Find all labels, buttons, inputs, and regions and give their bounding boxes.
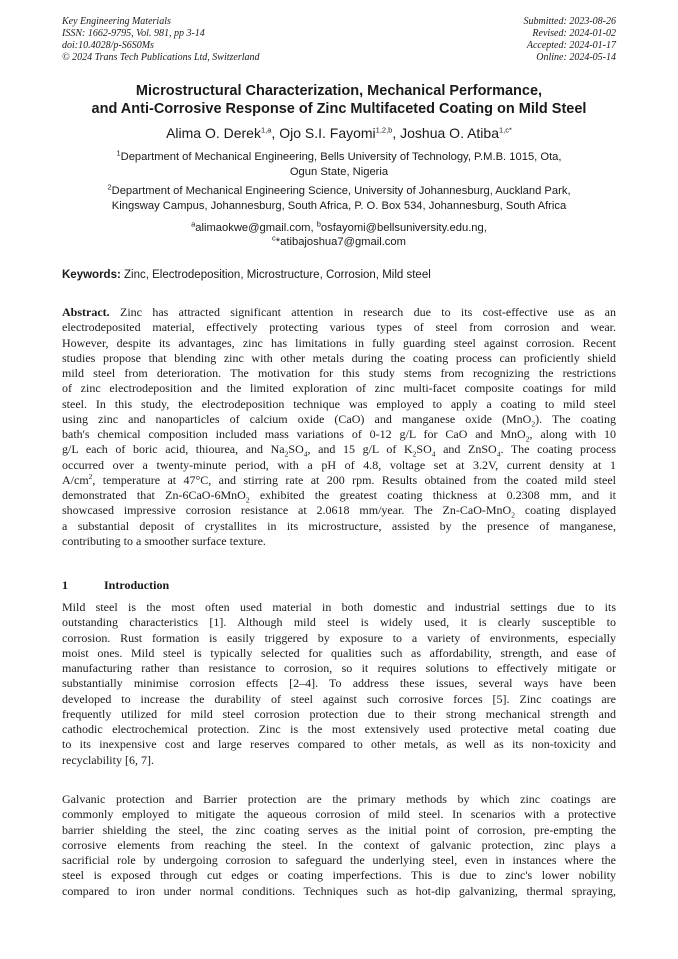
keywords-text: Zinc, Electrodeposition, Microstructure, Corrosion, Mild steel bbox=[120, 269, 431, 281]
email-link[interactable]: osfayomi@bellsuniversity.edu.ng, bbox=[320, 222, 487, 234]
author-affiliation-marker: 1,a bbox=[260, 125, 272, 135]
abstract-line: mild steel from deterioration. The motivation for this study stems from recognizing the restrictions bbox=[62, 366, 616, 380]
affiliation-2 bbox=[62, 184, 616, 214]
paragraph-line: frequently utilized for mild steel corrosion protection due to their strong mechanical strength and bbox=[62, 706, 616, 721]
abstract-line: of zinc electrodeposition and the limited exploration of zinc multi-facet composite coatings for mild bbox=[62, 381, 616, 396]
revised-date: Revised: 2024-01-02 bbox=[532, 28, 616, 39]
paragraph-line: corrosion. Rust formation is easily triggered by exposure to a variety of environments, especially bbox=[62, 630, 616, 645]
affiliation-marker: 2 bbox=[107, 182, 112, 192]
journal-name: Key Engineering Materials bbox=[62, 16, 171, 27]
abstract-line: contributing to a smoother surface texture. bbox=[62, 533, 266, 548]
paragraph-line: moist ones. Mild steel is typically selected for qualities such as affordability, strength, and ease of bbox=[62, 645, 616, 660]
affiliation-text: Ogun State, Nigeria bbox=[289, 166, 389, 178]
intro-paragraph-2 bbox=[62, 792, 616, 899]
abstract-label: Abstract. bbox=[62, 305, 110, 319]
abstract-line: steel. In this study, the electrodeposition technique was employed to apply a coating to mild steel bbox=[62, 396, 616, 411]
author-name: Joshua O. Atiba bbox=[400, 125, 499, 141]
keywords bbox=[62, 268, 616, 283]
section-heading bbox=[62, 578, 169, 593]
author-affiliation-marker: 1,c* bbox=[498, 125, 512, 135]
affiliation-marker: 1 bbox=[116, 148, 121, 158]
abstract-line: $A/cm^2$, temperature at 47°C, and stirring rate at 200 rpm. Results obtained from the coated mild steel bbox=[62, 472, 616, 487]
paper-title-line-1: Microstructural Characterization, Mechanical Performance, bbox=[135, 83, 543, 99]
section-title: Introduction bbox=[104, 578, 170, 592]
copyright: © 2024 Trans Tech Publications Ltd, Switzerland bbox=[62, 52, 260, 63]
journal-issn-volume: ISSN: 1662-9795, Vol. 981, pp 3-14 bbox=[62, 28, 205, 39]
abstract-line: studies propose that blending zinc with other metals during the coating process can proficiently shield bbox=[62, 350, 616, 365]
abstract-line: demonstrated that Zn-6CaO-6MnO$_2$ exhibited the greatest coating thickness at 0.2308 mm, and it bbox=[62, 488, 616, 504]
keywords-label: Keywords: bbox=[62, 269, 121, 281]
paragraph-line: steel is exposed through cut edges or coating imperfections. This is due to zinc's lower nobility bbox=[62, 868, 616, 883]
paragraph-line: Mild steel is the most often used material in both domestic and industrial settings due to its bbox=[62, 600, 616, 614]
abstract-line: bath's chemical composition included mass variations of 0-12 g/L for CaO and MnO$_2$, along with 10 bbox=[62, 427, 616, 443]
author-emails bbox=[62, 221, 616, 249]
affiliation-1 bbox=[62, 150, 616, 180]
paragraph-line: sacrificial role by undergoing corrosion to safeguard the underlying steel, even in instances where the bbox=[62, 853, 616, 867]
journal-info-header bbox=[62, 16, 260, 64]
author-list bbox=[30, 124, 648, 142]
paper-title-line-2: and Anti-Corrosive Response of Zinc Multifaceted Coating on Mild Steel bbox=[91, 101, 587, 117]
affiliation-text: Kingsway Campus, Johannesburg, South Africa, P. O. Box 534, Johannesburg, South Africa bbox=[111, 200, 567, 212]
section-number: 1 bbox=[62, 578, 68, 592]
author-separator: , bbox=[392, 125, 401, 141]
paragraph-line: corrosive elements from reaching the steel. In the context of galvanic protection, zinc plays a bbox=[62, 837, 616, 852]
paragraph-line: to its inexpensive cost and large reserves compared to other metals, as well as its non-toxicity and bbox=[62, 737, 616, 752]
abstract-line: g/L each of boric acid, thiourea, and $Na_2SO_4$, and 15 g/L of $K_2SO_4$ and ZnSO$_4$. The coating process bbox=[62, 442, 616, 458]
paper-title bbox=[30, 82, 648, 118]
submitted-date: Submitted: 2023-08-26 bbox=[523, 16, 616, 27]
abstract bbox=[62, 305, 616, 549]
paragraph-line: outstanding characteristics [1]. Although mild steel is widely used, it is clearly susceptible to bbox=[62, 615, 616, 630]
paragraph-line: compared to iron under normal conditions. Techniques such as hot-dip galvanizing, thermal spraying, bbox=[62, 883, 616, 898]
accepted-date: Accepted: 2024-01-17 bbox=[526, 40, 616, 51]
abstract-line: However, despite its advantages, zinc has limitations in fully guarding steel against corrosion. Recent bbox=[62, 335, 616, 350]
paragraph-line: recyclability [6, 7]. bbox=[62, 752, 154, 767]
email-marker: b bbox=[316, 219, 321, 229]
paragraph-line: substantially minimise corrosion effects [2–4]. To address these issues, several ways have been bbox=[62, 676, 616, 691]
intro-paragraph-1 bbox=[62, 600, 616, 768]
paragraph-line: Galvanic protection and Barrier protection are the primary methods by which zinc coatings are bbox=[62, 792, 616, 806]
author-name: Alima O. Derek bbox=[166, 125, 261, 141]
paragraph-line: developed to increase the durability of steel against such corrosive forces [5]. Zinc coatings are bbox=[62, 691, 616, 706]
email-marker: c bbox=[272, 233, 276, 243]
author-separator: , bbox=[271, 125, 280, 141]
abstract-line: occurred over a twenty-minute period, with a pH of 4.8, voltage set at 3.2V, current density at 1 bbox=[62, 457, 616, 472]
email-link[interactable]: alimaokwe@gmail.com, bbox=[195, 222, 317, 234]
paragraph-line: manufacturing rather than resistance to corrosion, so it requires solutions to effectively mitigate or bbox=[62, 661, 616, 675]
abstract-line: a substantial deposit of crystallites in its microstructure, assisted by the presence of manganese, bbox=[62, 518, 616, 533]
email-marker: a bbox=[191, 219, 196, 229]
online-date: Online: 2024-05-14 bbox=[536, 52, 616, 63]
paragraph-line: cathodic electrochemical protection. Zinc is the most extensively used protective metal coating due bbox=[62, 722, 616, 736]
paragraph-line: commonly employed to mitigate the aqueous corrosion of mild steel. In scenarios with a protective bbox=[62, 807, 616, 822]
abstract-line: showcased impressive corrosion resistance at 2.0618 mm/year. The Zn-CaO-MnO$_2$ coating displayed bbox=[62, 503, 616, 519]
doi: doi:10.4028/p-S6S0Ms bbox=[62, 40, 154, 51]
submission-dates-header bbox=[524, 16, 617, 64]
abstract-line: Abstract. Zinc has attracted significant attention in research due to its cost-effective use as an bbox=[62, 305, 616, 319]
abstract-line: electrodeposited material, effectively protecting various types of steel from corrosion and wear. bbox=[62, 320, 616, 335]
author-name: Ojo S.I. Fayomi bbox=[279, 125, 376, 141]
affiliation-text: Department of Mechanical Engineering, Bells University of Technology, P.M.B. 1015, Ota, bbox=[120, 151, 562, 163]
email-link[interactable]: *atibajoshua7@gmail.com bbox=[275, 236, 406, 248]
abstract-line: using zinc and nanoparticles of calcium oxide (CaO) and manganese oxide (MnO$_2$). The coating bbox=[62, 411, 616, 427]
affiliation-text: Department of Mechanical Engineering Science, University of Johannesburg, Auckland Park, bbox=[111, 185, 571, 197]
paragraph-line: barrier shielding the steel, the zinc coating serves as the initial point of corrosion, pre-empting the bbox=[62, 822, 616, 837]
author-affiliation-marker: 1,2,b bbox=[375, 125, 393, 135]
